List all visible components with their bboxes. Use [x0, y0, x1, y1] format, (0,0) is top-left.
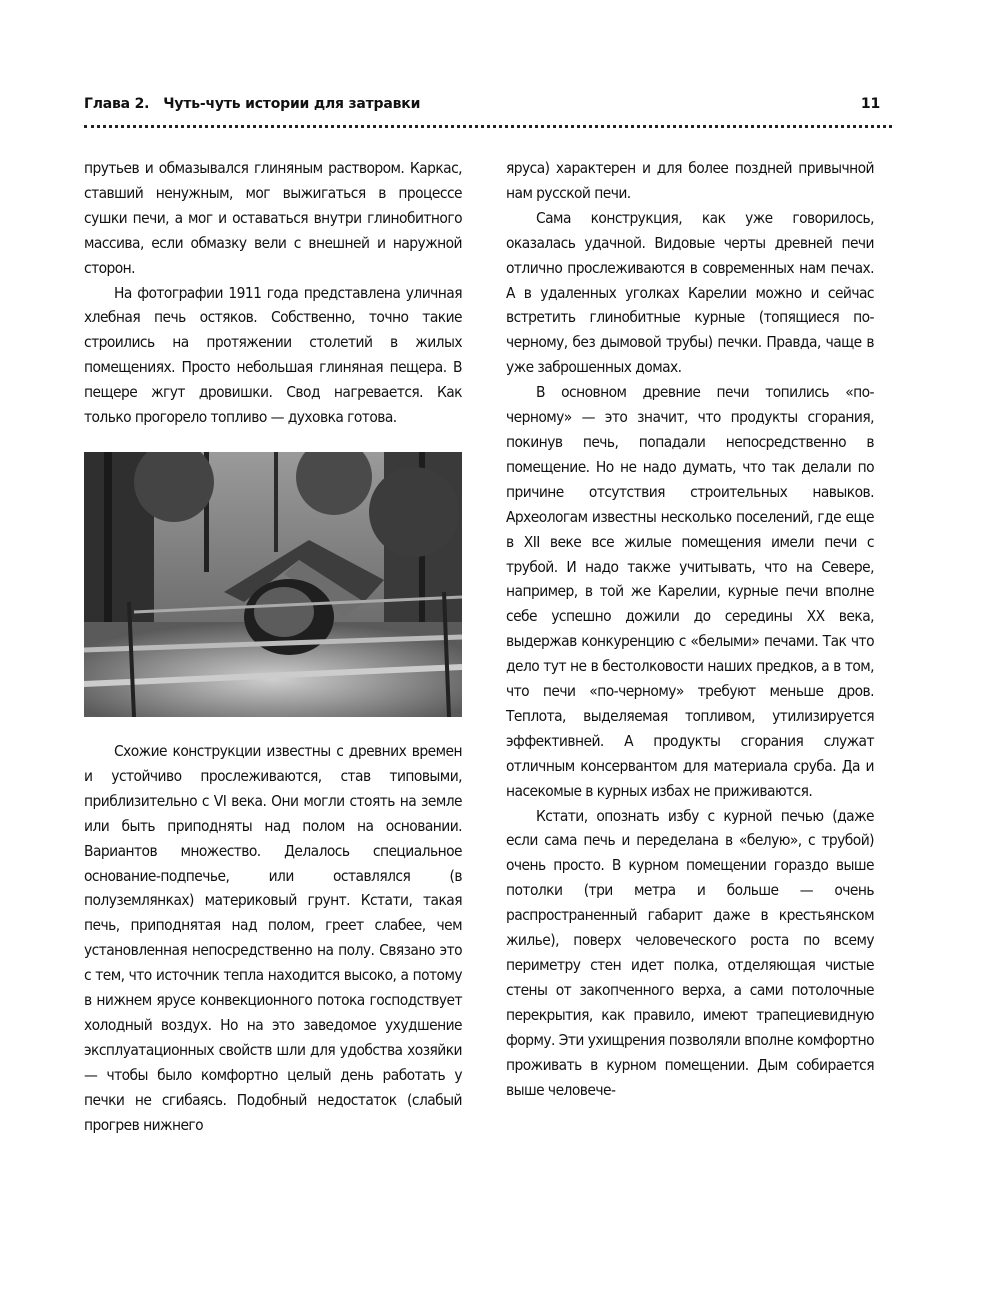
page-number: 11 [860, 96, 880, 112]
chapter-title: Глава 2. Чуть-чуть истории для затравки [84, 96, 421, 112]
paragraph: Схожие конструкции известны с древних времен и устойчиво прослеживаются, став типовыми, приблизительно с VI века. Они могли стоять на земле или быть приподняты над полом на основании. Вариантов множество. Делалось специальное основание-подпечье, или оставлялся (в полуземлянках) материковый грунт. Кстати, такая печь, приподнятая над полом, греет слабее, чем установленная непосредственно на полу. Связано это с тем, что источник тепла находится высоко, а потому в нижнем ярусе конвекционного потока господствует холодный воздух. Но на это заведомое ухудшение эксплуатационных свойств шли для удобства хозяйки — чтобы было комфортно целый день работать у печки не сгибаясь. Подобный недостаток (слабый прогрев нижнего [84, 741, 462, 1134]
paragraph: В основном древние печи топились «по-черному» — это значит, что продукты сгорания, покинув печь, попадали непосредственно в помещение. Но не надо думать, что так делали по причине отсутствия строительных навыков. Археологам известны несколько поселений, где еще в XII веке все жилые помещения имели печи с трубой. И надо также учитывать, что на Севере, например, в той же Карелии, курные печи вполне себе успешно дожили до середины XX века, выдержав конкуренцию с «белыми» печами. Так что дело тут не в бестолковости наших предков, а в том, что печи «по-черному» требуют меньше дров. Теплота, выделяемая топливом, утилизируется эффективней. А продукты сгорания служат отличным консервантом для материала сруба. Да и насекомые в курных избах не приживаются. [506, 383, 874, 800]
paragraph: яруса) характерен и для более поздней привычной нам русской печи. [506, 159, 874, 202]
paragraph: Сама конструкция, как уже говорилось, оказалась удачной. Видовые черты древней печи отлично прослеживаются в современных нам печах. А в удаленных уголках Карелии можно и сейчас встретить глинобитные курные (топящиеся по-черному, без дымовой трубы) печки. Правда, чаще в уже заброшенных домах. [506, 208, 874, 377]
running-header [84, 96, 894, 118]
paragraph: прутьев и обмазывался глиняным раствором. Каркас, ставший ненужным, мог выжигаться в процессе сушки печи, а мог и оставаться внутри глинобитного массива, если обмазку вели с внешней и наружной сторон. [84, 159, 462, 277]
right-column [506, 156, 874, 1102]
left-column [84, 156, 462, 1137]
photo-oven [84, 452, 462, 717]
paragraph: Кстати, опознать избу с курной печью (даже если сама печь и переделана в «белую», с трубой) очень просто. В курном помещении гораздо выше потолки (три метра и больше — очень распространенный габарит даже в крестьянском жилье), поверх человеческого роста по всему периметру стен идет полка, отделяющая чистые стены от закопченного верха, а сами потолочные перекрытия, как правило, имеют трапециевидную форму. Эти ухищрения позволяли вполне комфортно проживать в курном помещении. Дым собирается выше человече- [506, 806, 874, 1099]
photo-illustration [84, 452, 462, 717]
paragraph: На фотографии 1911 года представлена уличная хлебная печь остяков. Собственно, точно такие строились на протяжении столетий в жилых помещениях. Просто небольшая глиняная пещера. В пещере жгут дровишки. Свод нагревается. Как только прогорело топливо — духовка готова. [84, 283, 462, 427]
header-dotted-rule [84, 125, 892, 128]
